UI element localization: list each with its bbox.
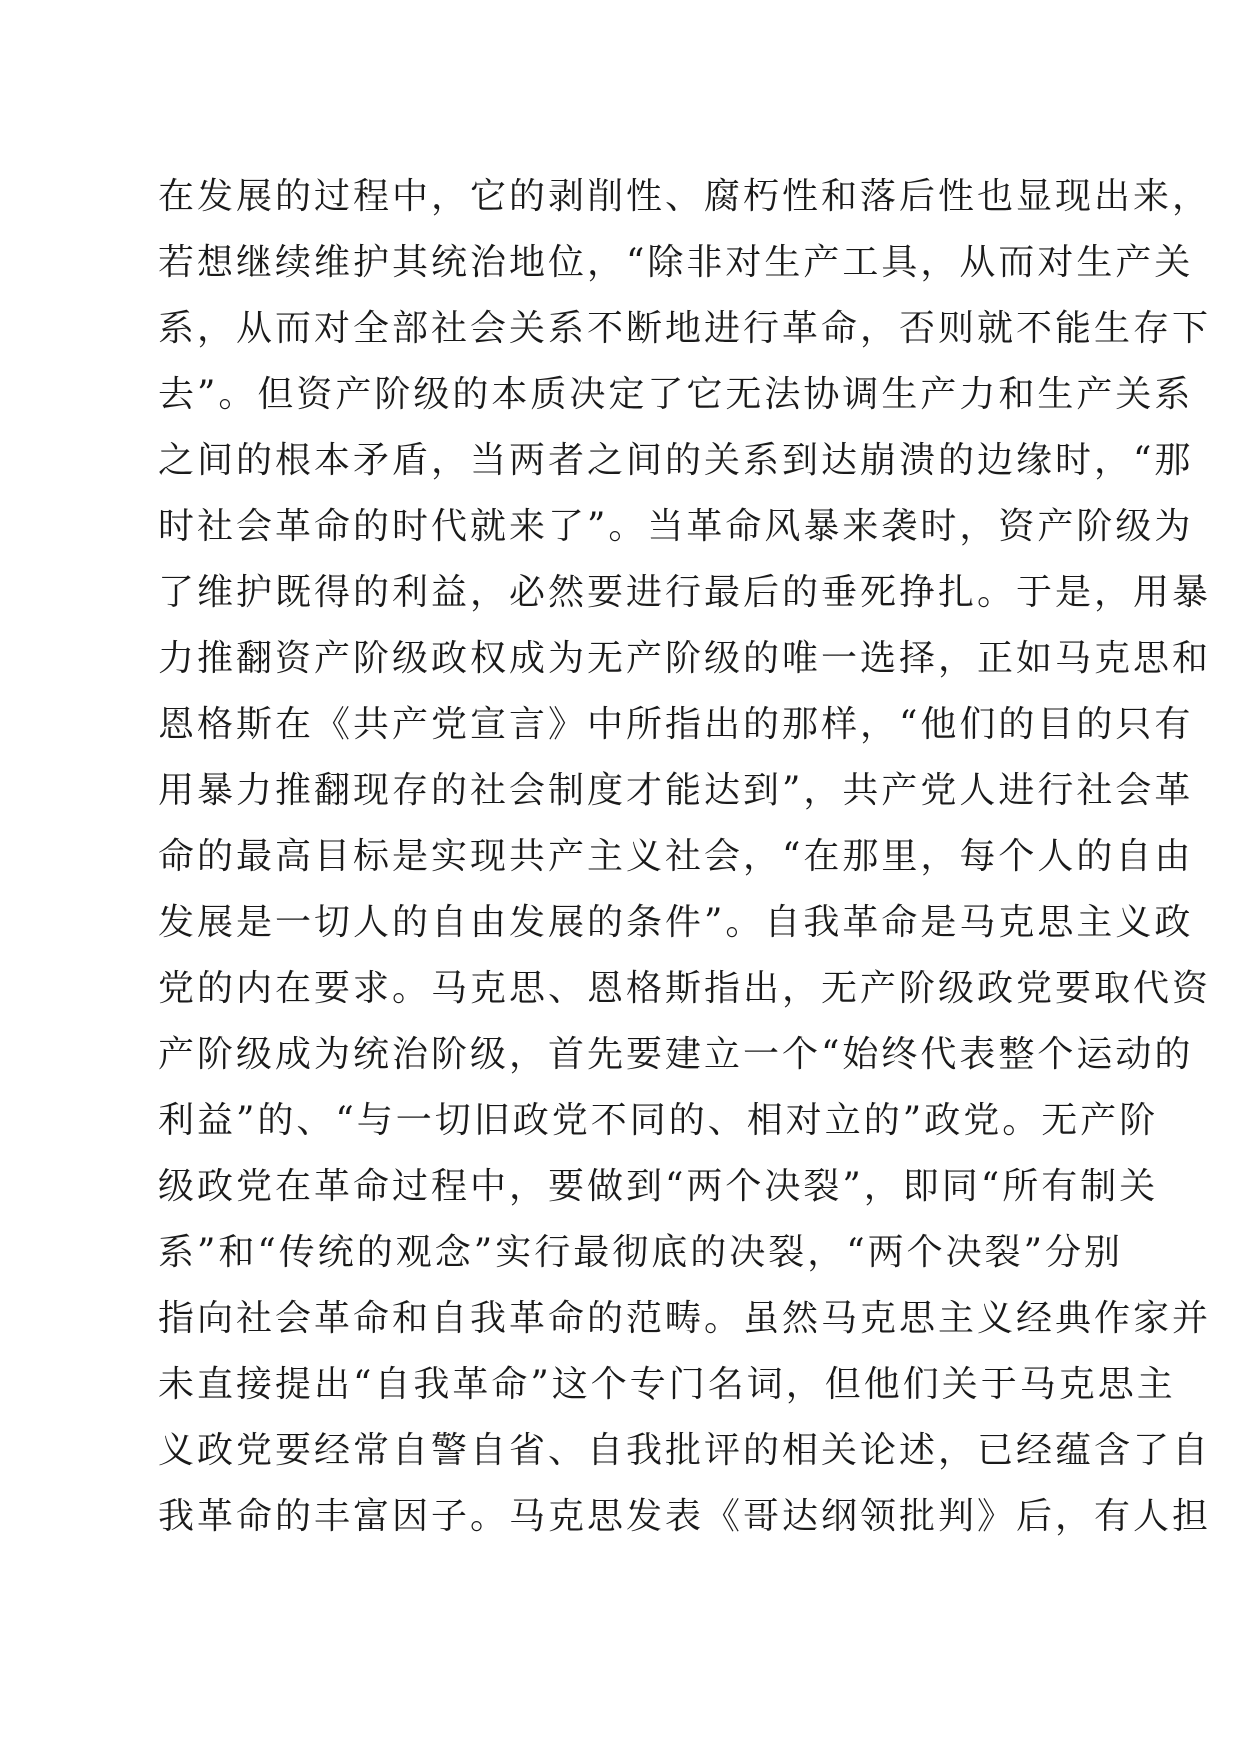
text-line: 之间的根本矛盾，当两者之间的关系到达崩溃的边缘时，“那 [158,440,1194,481]
text-line: 系”和“传统的观念”实行最彻底的决裂，“两个决裂”分别 [158,1232,1124,1273]
text-line: 用暴力推翻现存的社会制度才能达到”，共产党人进行社会革 [158,770,1194,811]
text-line: 我革命的丰富因子。马克思发表《哥达纲领批判》后，有人担 [158,1496,1212,1537]
text-line: 力推翻资产阶级政权成为无产阶级的唯一选择，正如马克思和 [158,638,1212,679]
text-line: 利益”的、“与一切旧政党不同的、相对立的”政党。无产阶 [158,1100,1159,1141]
text-line: 指向社会革命和自我革命的范畴。虽然马克思主义经典作家并 [158,1298,1212,1339]
text-line: 系，从而对全部社会关系不断地进行革命，否则就不能生存下 [158,308,1212,349]
text-line: 去”。但资产阶级的本质决定了它无法协调生产力和生产关系 [158,374,1194,415]
text-line: 级政党在革命过程中，要做到“两个决裂”，即同“所有制关 [158,1166,1159,1207]
text-line: 发展是一切人的自由发展的条件”。自我革命是马克思主义政 [158,902,1194,943]
text-line: 义政党要经常自警自省、自我批评的相关论述，已经蕴含了自 [158,1430,1212,1471]
text-line: 党的内在要求。马克思、恩格斯指出，无产阶级政党要取代资 [158,968,1212,1009]
text-line: 了维护既得的利益，必然要进行最后的垂死挣扎。于是，用暴 [158,572,1212,613]
text-line: 产阶级成为统治阶级，首先要建立一个“始终代表整个运动的 [158,1034,1194,1075]
text-line: 命的最高目标是实现共产主义社会，“在那里，每个人的自由 [158,836,1194,877]
text-line: 若想继续维护其统治地位，“除非对生产工具，从而对生产关 [158,242,1194,283]
text-line: 未直接提出“自我革命”这个专门名词，但他们关于马克思主 [158,1364,1176,1405]
text-line: 时社会革命的时代就来了”。当革命风暴来袭时，资产阶级为 [158,506,1194,547]
body-text [158,164,1212,1550]
text-line: 在发展的过程中，它的剥削性、腐朽性和落后性也显现出来， [158,176,1212,217]
text-line: 恩格斯在《共产党宣言》中所指出的那样，“他们的目的只有 [158,704,1194,745]
